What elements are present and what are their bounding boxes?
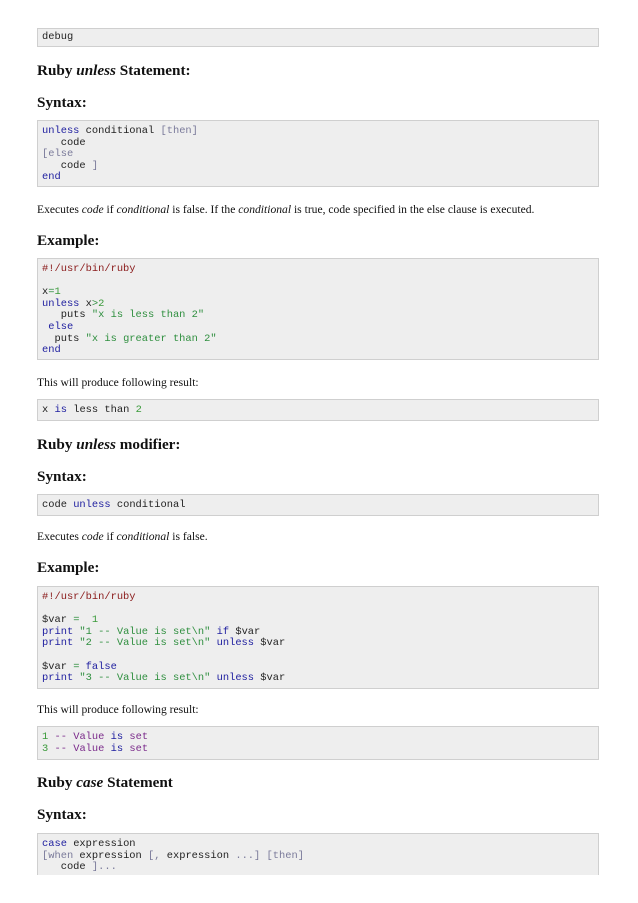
- description-paragraph: Executes code if conditional is false. If the conditional is true, code specified in the else clause is executed.: [37, 203, 535, 216]
- example-code-block: #!/usr/bin/ruby x=1 unless x>2 puts "x is less than 2" else puts "x is greater than 2" end: [37, 258, 599, 360]
- example-heading: Example:: [37, 559, 100, 576]
- section-heading-unless-statement: Ruby unless Statement:: [37, 62, 191, 79]
- description-paragraph: Executes code if conditional is false.: [37, 530, 208, 543]
- section-heading-case-statement: Ruby case Statement: [37, 774, 173, 791]
- result-label: This will produce following result:: [37, 703, 199, 716]
- syntax-heading: Syntax:: [37, 806, 87, 823]
- code-block-debug: [37, 28, 599, 47]
- result-label: This will produce following result:: [37, 376, 199, 389]
- example-heading: Example:: [37, 232, 100, 249]
- syntax-heading: Syntax:: [37, 468, 87, 485]
- syntax-code-block: code unless conditional: [37, 494, 599, 516]
- code-text: debug: [42, 31, 74, 43]
- result-code-block: x is less than 2: [37, 399, 599, 421]
- result-code-block: 1 -- Value is set 3 -- Value is set: [37, 726, 599, 760]
- section-heading-unless-modifier: Ruby unless modifier:: [37, 436, 181, 453]
- syntax-code-block: case expression [when expression [, expression ...] [then] code ]...: [37, 833, 599, 875]
- syntax-heading: Syntax:: [37, 94, 87, 111]
- syntax-code-block: unless conditional [then] code [else code ] end: [37, 120, 599, 187]
- example-code-block: #!/usr/bin/ruby $var = 1 print "1 -- Value is set\n" if $var print "2 -- Value is set\n" unless $var $var = false print "3 -- Value is set\n" unless $var: [37, 586, 599, 689]
